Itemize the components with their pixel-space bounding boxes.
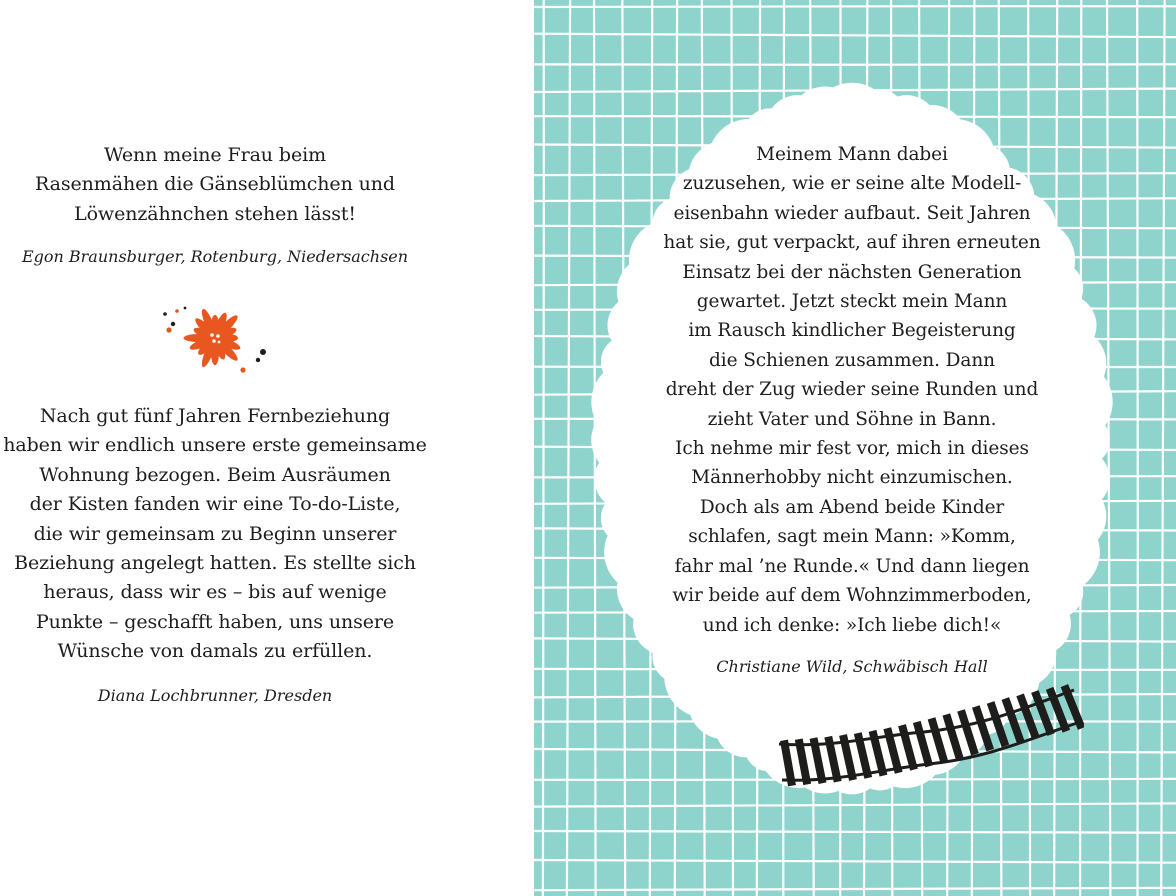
- quote-author: Diana Lochbrunner, Dresden: [97, 686, 333, 705]
- quote-author: Christiane Wild, Schwäbisch Hall: [716, 657, 988, 676]
- railway-track-icon: [774, 678, 1084, 798]
- orange-daisy-flower-icon: [155, 300, 275, 380]
- quote-text: Meinem Mann dabei zuzusehen, wie er seine alte Modell- eisenbahn wieder aufbaut. Seit Jahren hat sie, gut verpackt, auf ihren erneuten Einsatz bei der nächsten Generation gewartet. Jetzt steckt mein Mann im Rausch kindlicher Begeisterung die Schienen zusammen. Dann dreht der Zug wieder seine Runden und zieht Vater und Söhne in Bann. Ich nehme mir fest vor, mich in dieses Männerhobby nicht einzumischen. Doch als am Abend beide Kinder schlafen, sagt mein Mann: »Komm, fahr mal ’ne Runde.« Und dann liegen wir beide auf dem Wohnzimmerboden, und ich denke: »Ich liebe dich!«: [663, 144, 1041, 636]
- right-page: [534, 0, 1176, 896]
- left-page: [0, 0, 534, 896]
- quote-text: Nach gut fünf Jahren Fernbeziehung haben wir endlich unsere erste gemeinsame Wohnung bezogen. Beim Ausräumen der Kisten fanden wir eine To-do-Liste, die wir gemeinsam zu Beginn unserer Beziehung angelegt hatten. Es stellte sich heraus, dass wir es – bis auf wenige Punkte – geschafft haben, uns unsere Wünsche von damals zu erfüllen.: [3, 405, 427, 663]
- quote-author: Egon Braunsburger, Rotenburg, Niedersachsen: [21, 247, 409, 266]
- quote-text: Wenn meine Frau beim Rasenmähen die Gänseblümchen und Löwenzähnchen stehen lässt!: [35, 144, 395, 225]
